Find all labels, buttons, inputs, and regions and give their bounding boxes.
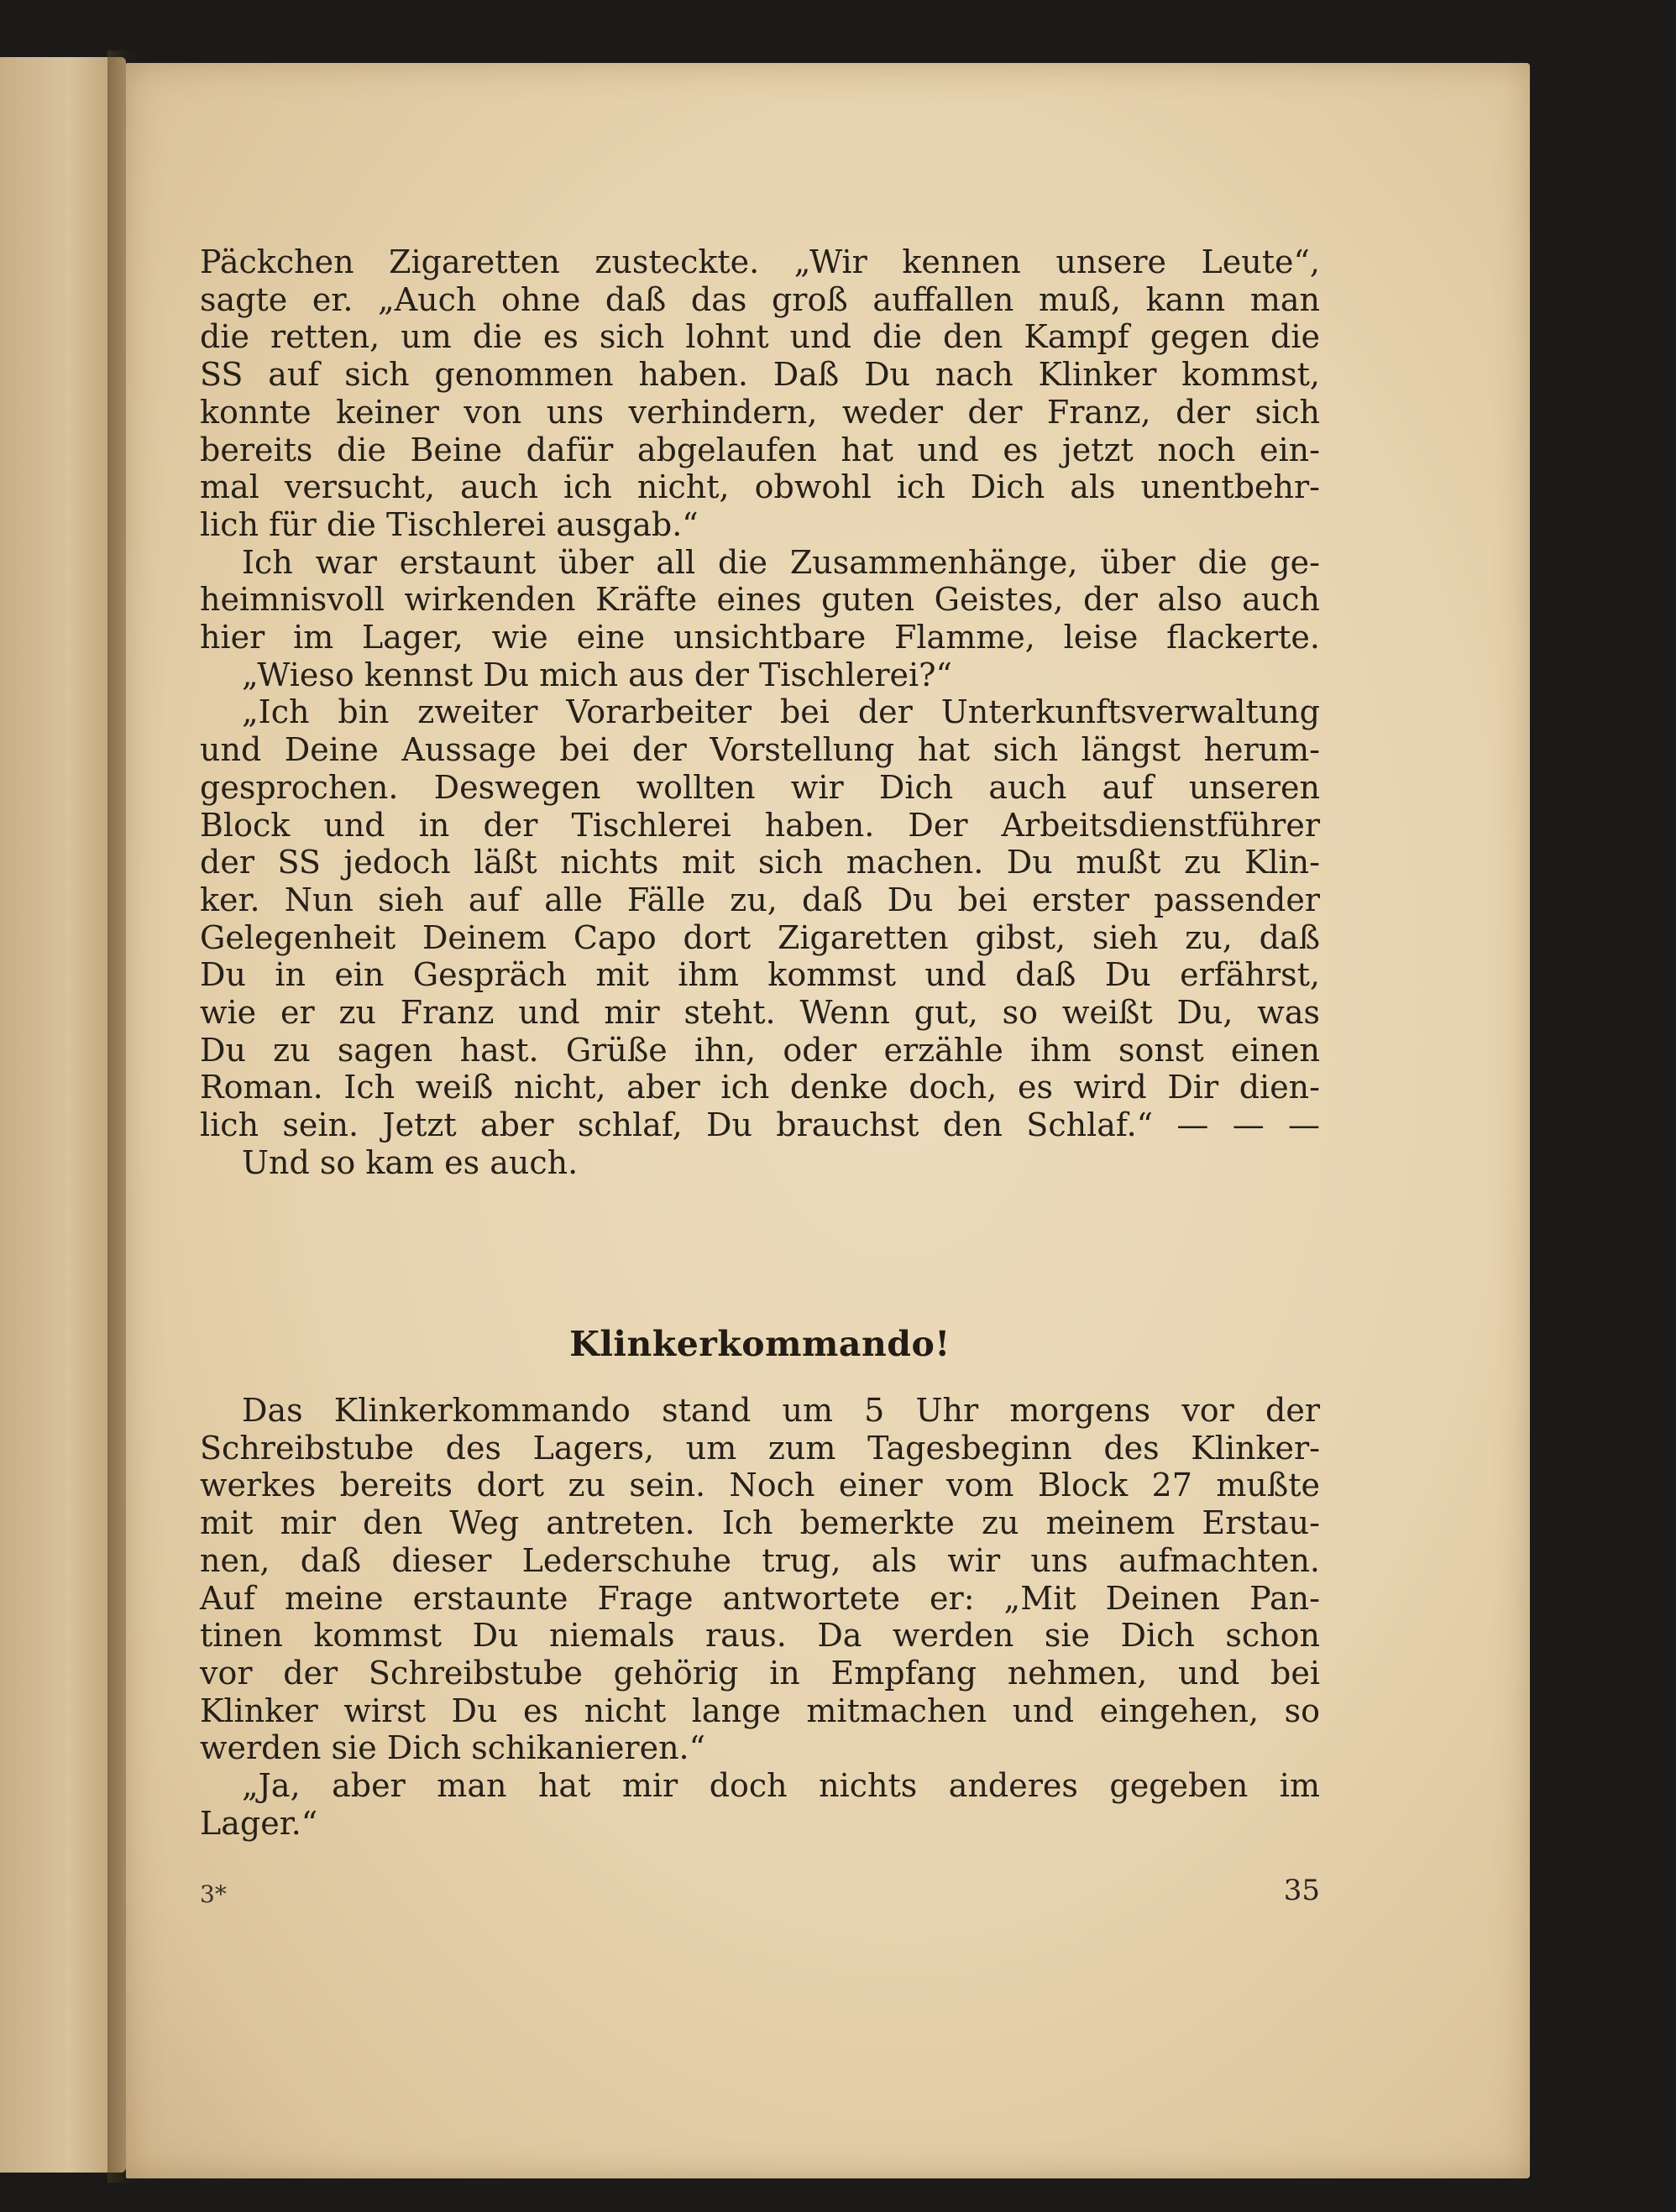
paragraph-7 xyxy=(200,1767,1320,1842)
text-line: und Deine Aussage bei der Vorstellung hat sich längst herum- xyxy=(200,731,1320,769)
text-line: heimnisvoll wirkenden Kräfte eines guten Geistes, der also auch xyxy=(200,581,1320,619)
text-line: wie er zu Franz und mir steht. Wenn gut, so weißt Du, was xyxy=(200,994,1320,1032)
paragraph-5 xyxy=(200,1144,1320,1182)
text-line: Roman. Ich weiß nicht, aber ich denke doch, es wird Dir dien- xyxy=(200,1069,1320,1106)
paragraph-6 xyxy=(200,1392,1320,1767)
section-heading: Klinkerkommando! xyxy=(569,1324,951,1364)
text-line: Du in ein Gespräch mit ihm kommst und daß Du erfährst, xyxy=(200,956,1320,994)
text-line: vor der Schreibstube gehörig in Empfang nehmen, und bei xyxy=(200,1654,1320,1692)
text-line: Ich war erstaunt über all die Zusammenhänge, über die ge- xyxy=(242,543,1320,581)
paragraph-1 xyxy=(200,243,1320,544)
text-line: Klinker wirst Du es nicht lange mitmachen und eingehen, so xyxy=(200,1692,1320,1729)
text-line: Du zu sagen hast. Grüße ihn, oder erzähle ihm sonst einen xyxy=(200,1031,1320,1069)
page-number: 35 xyxy=(1283,1874,1320,1907)
text-line: tinen kommst Du niemals raus. Da werden sie Dich schon xyxy=(200,1617,1320,1655)
text-line: Lager.“ xyxy=(200,1804,318,1842)
text-line: lich sein. Jetzt aber schlaf, Du brauchst den Schlaf.“ — — — xyxy=(200,1106,1320,1144)
text-line: „Ja, aber man hat mir doch nichts anderes gegeben im xyxy=(242,1767,1320,1805)
paragraph-3 xyxy=(200,656,1320,694)
text-line: gesprochen. Deswegen wollten wir Dich auch auf unseren xyxy=(200,768,1320,806)
text-line: Auf meine erstaunte Frage antwortete er: „Mit Deinen Pan- xyxy=(200,1579,1320,1617)
body-text-bottom xyxy=(200,1392,1320,1842)
text-line: der SS jedoch läßt nichts mit sich machen. Du mußt zu Klin- xyxy=(200,844,1320,881)
text-line: werden sie Dich schikanieren.“ xyxy=(200,1729,706,1767)
text-line: nen, daß dieser Lederschuhe trug, als wir uns aufmachten. xyxy=(200,1541,1320,1579)
text-line: ker. Nun sieh auf alle Fälle zu, daß Du bei erster passender xyxy=(200,881,1320,918)
text-line: Das Klinkerkommando stand um 5 Uhr morgens vor der xyxy=(242,1392,1320,1429)
text-line: mit mir den Weg antreten. Ich bemerkte zu meinem Erstau- xyxy=(200,1504,1320,1542)
text-line: bereits die Beine dafür abgelaufen hat und es jetzt noch ein- xyxy=(200,431,1320,468)
text-line: mal versucht, auch ich nicht, obwohl ich Dich als unentbehr- xyxy=(200,468,1320,506)
signature-mark: 3* xyxy=(200,1880,227,1908)
body-text-top xyxy=(200,243,1320,1182)
text-line: werkes bereits dort zu sein. Noch einer vom Block 27 mußte xyxy=(200,1467,1320,1504)
paragraph-4 xyxy=(200,693,1320,1143)
text-line: konnte keiner von uns verhindern, weder der Franz, der sich xyxy=(200,393,1320,431)
text-line: SS auf sich genommen haben. Daß Du nach Klinker kommst, xyxy=(200,356,1320,394)
text-line: Päckchen Zigaretten zusteckte. „Wir kennen unsere Leute“, xyxy=(200,243,1320,280)
text-line: die retten, um die es sich lohnt und die den Kampf gegen die xyxy=(200,318,1320,356)
text-line: „Wieso kennst Du mich aus der Tischlerei?“ xyxy=(242,656,952,693)
text-line: Block und in der Tischlerei haben. Der Arbeitsdienstführer xyxy=(200,806,1320,844)
text-line: sagte er. „Auch ohne daß das groß auffallen muß, kann man xyxy=(200,280,1320,318)
text-line: Und so kam es auch. xyxy=(242,1143,579,1181)
text-line: hier im Lager, wie eine unsichtbare Flamme, leise flackerte. xyxy=(200,619,1320,656)
text-line: Gelegenheit Deinem Capo dort Zigaretten gibst, sieh zu, daß xyxy=(200,918,1320,956)
text-line: Schreibstube des Lagers, um zum Tagesbeginn des Klinker- xyxy=(200,1429,1320,1467)
text-line: „Ich bin zweiter Vorarbeiter bei der Unterkunftsverwaltung xyxy=(242,693,1320,731)
text-line: lich für die Tischlerei ausgab.“ xyxy=(200,505,699,543)
paragraph-2 xyxy=(200,544,1320,656)
